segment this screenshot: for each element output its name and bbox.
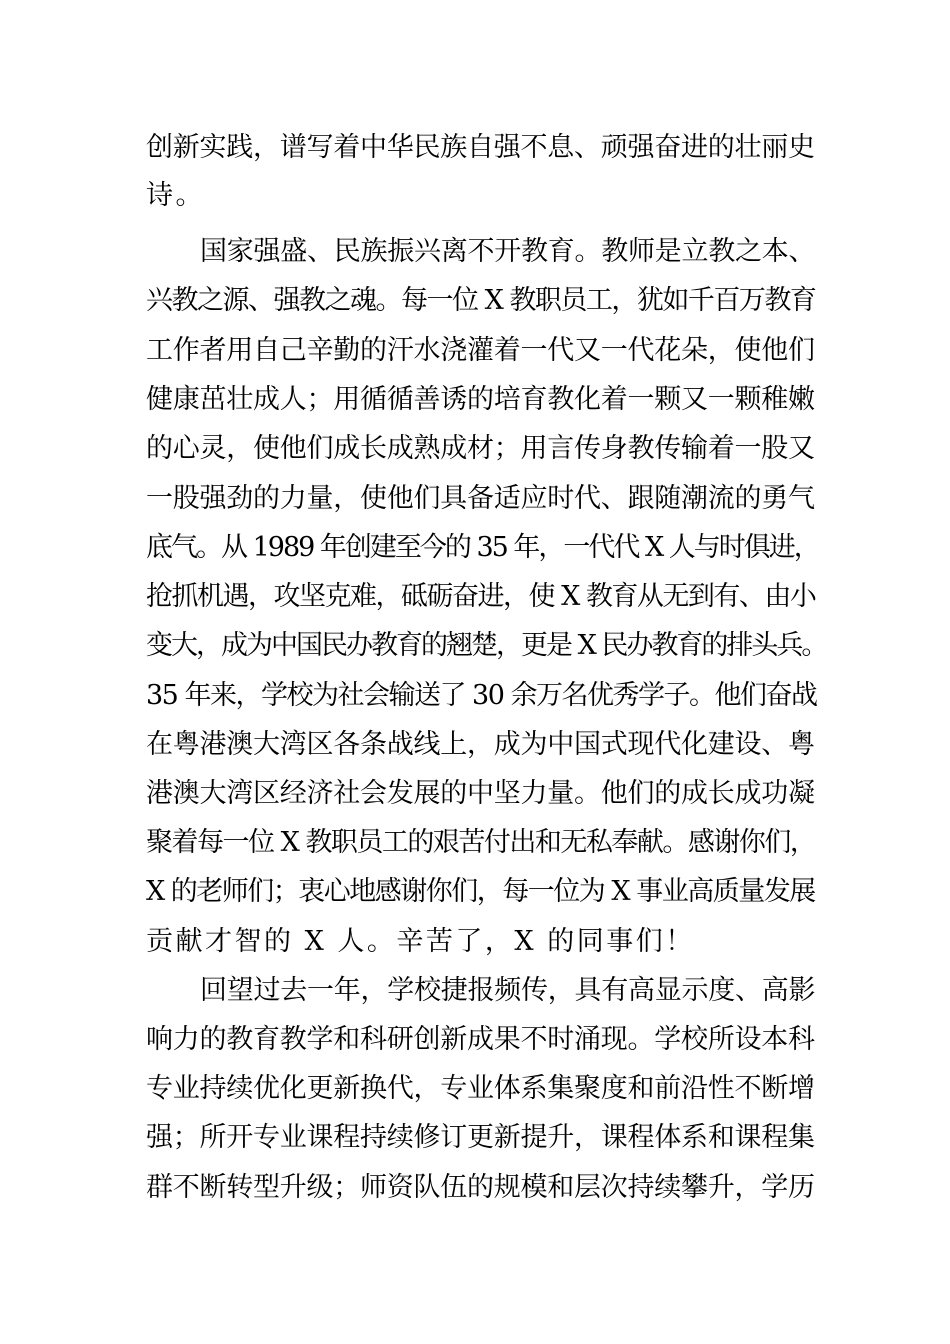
text-line: 健康茁壮成人；用循循善诱的培育教化着一颗又一颗稚嫩 (146, 384, 815, 415)
text-line: 港澳大湾区经济社会发展的中坚力量。他们的成长成功凝 (146, 778, 815, 809)
text-line: 35 年来，学校为社会输送了 30 余万名优秀学子。他们奋战 (146, 680, 817, 711)
text-line: 在粤港澳大湾区各条战线上，成为中国式现代化建设、粤 (146, 729, 815, 760)
text-line: 底气。从 1989 年创建至今的 35 年，一代代 X 人与时俱进， (146, 532, 819, 563)
text-line: 聚着每一位 X 教职员工的艰苦付出和无私奉献。感谢你们， (146, 827, 816, 858)
text-line: 变大，成为中国民办教育的翘楚，更是 X 民办教育的排头兵。 (146, 630, 827, 661)
text-line: 诗。 (146, 180, 205, 211)
text-line: 贡献才智的 X 人。辛苦了，X 的同事们！ (146, 926, 695, 957)
text-line: X 的老师们；衷心地感谢你们，每一位为 X 事业高质量发展 (146, 876, 815, 907)
text-line: 兴教之源、强教之魂。每一位 X 教职员工，犹如千百万教育 (146, 285, 816, 316)
paragraph-start-line: 回望过去一年，学校捷报频传，具有高显示度、高影 (200, 975, 816, 1006)
text-line: 响力的教育教学和科研创新成果不时涌现。学校所设本科 (146, 1024, 815, 1055)
text-line: 的心灵，使他们成长成熟成材；用言传身教传输着一股又 (146, 433, 815, 464)
text-line: 一股强劲的力量，使他们具备适应时代、跟随潮流的勇气 (146, 483, 815, 514)
text-line: 强；所开专业课程持续修订更新提升，课程体系和课程集 (146, 1122, 815, 1153)
text-line: 群不断转型升级；师资队伍的规模和层次持续攀升，学历 (146, 1172, 815, 1203)
paragraph-start-line: 国家强盛、民族振兴离不开教育。教师是立教之本、 (200, 236, 816, 267)
text-line: 专业持续优化更新换代，专业体系集聚度和前沿性不断增 (146, 1073, 815, 1104)
text-line: 抢抓机遇，攻坚克难，砥砺奋进，使 X 教育从无到有、由小 (146, 581, 816, 612)
text-line: 工作者用自己辛勤的汗水浇灌着一代又一代花朵，使他们 (146, 335, 815, 366)
text-line: 创新实践，谱写着中华民族自强不息、顽强奋进的壮丽史 (146, 132, 815, 163)
